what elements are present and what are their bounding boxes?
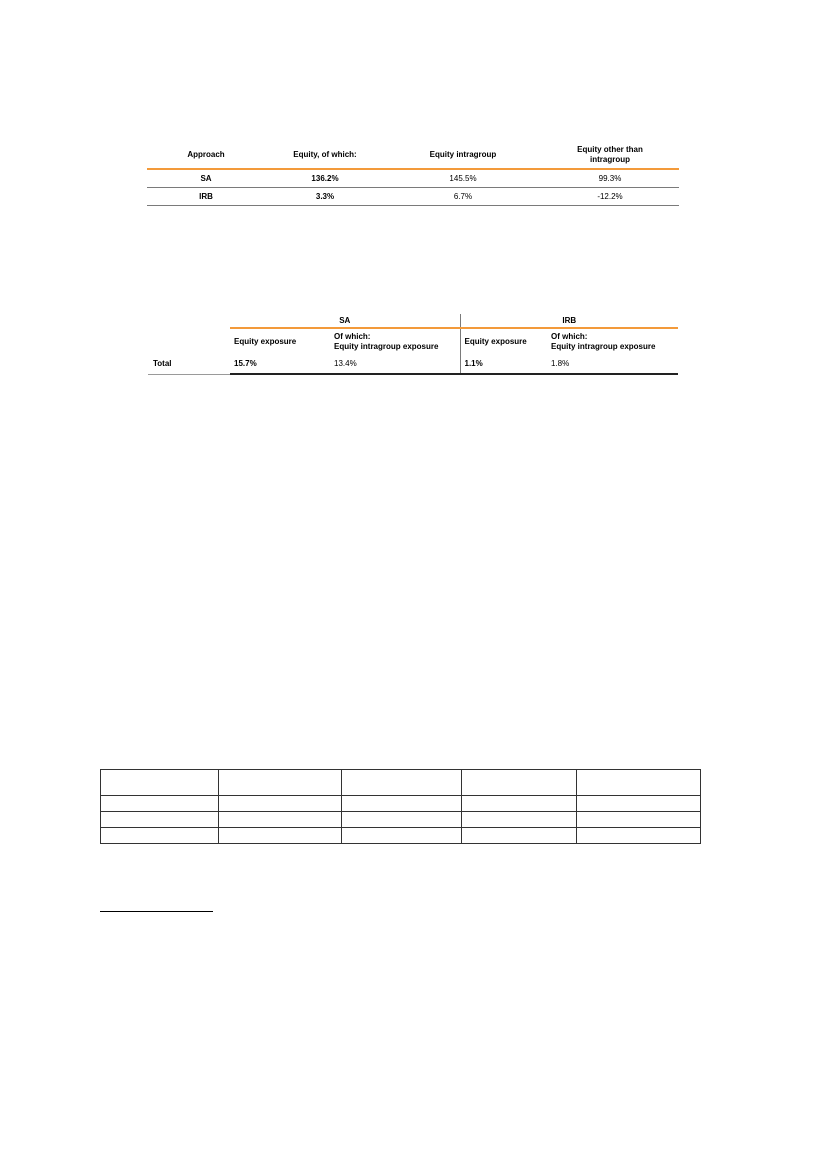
empty-cell: [101, 770, 219, 796]
table-row: [148, 354, 678, 374]
header-equity-of-which: Equity, of which:: [293, 150, 357, 159]
cell-irb-intragroup: 1.8%: [547, 354, 678, 374]
table-row: [101, 812, 701, 828]
header-sa-of-which: [330, 328, 460, 354]
empty-cell: [101, 828, 219, 844]
empty-cell: [342, 828, 461, 844]
empty-cell: [576, 828, 700, 844]
header-equity-other-line1: Equity other than: [577, 145, 643, 154]
cell-other: 99.3%: [598, 174, 622, 183]
header-irb-of-which-line1: Of which:: [551, 331, 588, 341]
equity-approach-table: [147, 142, 679, 206]
empty-cell: [461, 796, 576, 812]
empty-cell: [342, 796, 461, 812]
empty-cell: [342, 770, 461, 796]
empty-cell: [101, 796, 219, 812]
cell-intragroup: 145.5%: [449, 174, 477, 183]
cell-equity: 3.3%: [315, 192, 335, 201]
header-irb-of-which-line2: Equity intragroup exposure: [551, 341, 656, 351]
group-header-irb: IRB: [460, 314, 678, 328]
empty-cell: [461, 828, 576, 844]
empty-cell: [461, 812, 576, 828]
empty-cell: [576, 796, 700, 812]
header-equity-other: [541, 142, 679, 169]
cell-sa-intragroup: 13.4%: [330, 354, 460, 374]
cell-sa-equity-exposure: 15.7%: [230, 354, 330, 374]
empty-grid-table: [100, 769, 701, 844]
header-irb-of-which: [547, 328, 678, 354]
header-equity-other-line2: intragroup: [590, 155, 630, 164]
cell-irb-equity-exposure: 1.1%: [460, 354, 547, 374]
blank-header-cell: [148, 328, 230, 354]
equity-exposure-table: [148, 314, 678, 375]
empty-cell: [576, 812, 700, 828]
table-row: [147, 188, 679, 206]
empty-cell: [219, 828, 342, 844]
header-sa-of-which-line2: Equity intragroup exposure: [334, 341, 439, 351]
blank-header-cell: [148, 314, 230, 328]
empty-cell: [342, 812, 461, 828]
cell-other: -12.2%: [597, 192, 623, 201]
empty-cell: [101, 812, 219, 828]
header-approach: Approach: [187, 150, 225, 159]
group-header-row: [148, 314, 678, 328]
footnote-separator: [100, 911, 213, 912]
sub-header-row: [148, 328, 678, 354]
header-sa-equity-exposure: Equity exposure: [234, 336, 297, 346]
header-equity-intragroup: Equity intragroup: [429, 150, 497, 159]
header-sa-of-which-line1: Of which:: [334, 331, 371, 341]
header-irb-equity-exposure: Equity exposure: [464, 336, 527, 346]
empty-cell: [576, 770, 700, 796]
table-row: [101, 770, 701, 796]
cell-approach: SA: [200, 174, 212, 183]
empty-cell: [461, 770, 576, 796]
empty-cell: [219, 770, 342, 796]
cell-intragroup: 6.7%: [453, 192, 473, 201]
cell-approach: IRB: [199, 192, 213, 201]
group-header-sa: SA: [230, 314, 460, 328]
table-row: [101, 828, 701, 844]
table-row: [147, 169, 679, 188]
cell-equity: 136.2%: [311, 174, 339, 183]
row-label-total: Total: [148, 354, 230, 374]
empty-cell: [219, 812, 342, 828]
table-header-row: [147, 142, 679, 169]
empty-cell: [219, 796, 342, 812]
table-row: [101, 796, 701, 812]
